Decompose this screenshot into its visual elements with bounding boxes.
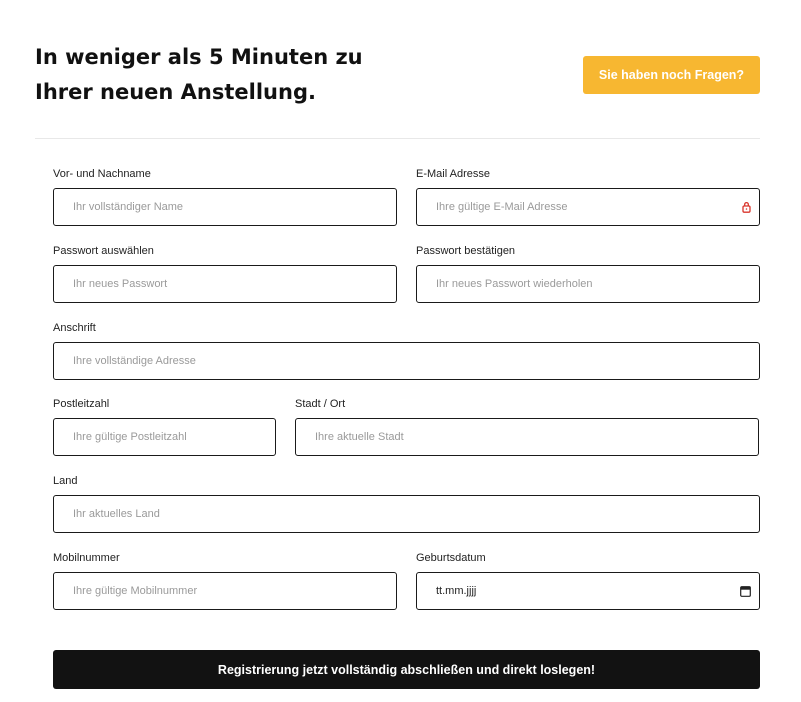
password-confirm-input[interactable] xyxy=(436,278,759,290)
submit-registration-button[interactable]: Registrierung jetzt vollständig abschließen und direkt loslegen! xyxy=(53,650,760,689)
country-field-group xyxy=(53,474,760,533)
address-input[interactable] xyxy=(73,355,759,367)
full-name-field-group xyxy=(53,167,397,226)
birthdate-value: tt.mm.jjjj xyxy=(436,585,477,597)
city-box xyxy=(295,418,759,456)
email-field-group xyxy=(416,167,760,226)
password-label: Passwort auswählen xyxy=(53,245,154,257)
mobile-box xyxy=(53,572,397,610)
full-name-label: Vor- und Nachname xyxy=(53,168,151,180)
email-input[interactable] xyxy=(436,201,759,213)
country-input[interactable] xyxy=(73,508,759,520)
country-label: Land xyxy=(53,475,78,487)
password-input[interactable] xyxy=(73,278,396,290)
full-name-box xyxy=(53,188,397,226)
mobile-field-group xyxy=(53,551,397,610)
password-manager-lock-icon[interactable] xyxy=(742,201,751,213)
postal-code-input[interactable] xyxy=(73,431,275,443)
city-field-group xyxy=(295,397,759,456)
password-confirm-label: Passwort bestätigen xyxy=(416,245,516,257)
page-header xyxy=(35,40,760,110)
password-confirm-field-group xyxy=(416,244,760,303)
postal-code-box xyxy=(53,418,276,456)
password-confirm-box xyxy=(416,265,760,303)
questions-button[interactable]: Sie haben noch Fragen? xyxy=(583,56,760,94)
password-box xyxy=(53,265,397,303)
postal-code-field-group xyxy=(53,397,276,456)
page-title xyxy=(35,40,375,110)
calendar-icon[interactable] xyxy=(740,585,751,597)
birthdate-input[interactable] xyxy=(416,572,760,610)
birthdate-label: Geburtsdatum xyxy=(416,552,486,564)
page-title-line-1: In weniger als 5 Minuten zu xyxy=(35,45,363,69)
email-box xyxy=(416,188,760,226)
country-box xyxy=(53,495,760,533)
page-title-line-2: Ihrer neuen Anstellung. xyxy=(35,80,316,104)
mobile-input[interactable] xyxy=(73,585,396,597)
birthdate-field-group xyxy=(416,551,760,610)
address-box xyxy=(53,342,760,380)
postal-code-label: Postleitzahl xyxy=(53,398,110,410)
address-field-group xyxy=(53,321,760,380)
password-field-group xyxy=(53,244,397,303)
address-label: Anschrift xyxy=(53,322,96,334)
city-input[interactable] xyxy=(315,431,758,443)
email-label: E-Mail Adresse xyxy=(416,168,490,180)
mobile-label: Mobilnummer xyxy=(53,552,120,564)
city-label: Stadt / Ort xyxy=(295,398,346,410)
header-divider xyxy=(35,138,760,139)
full-name-input[interactable] xyxy=(73,201,396,213)
